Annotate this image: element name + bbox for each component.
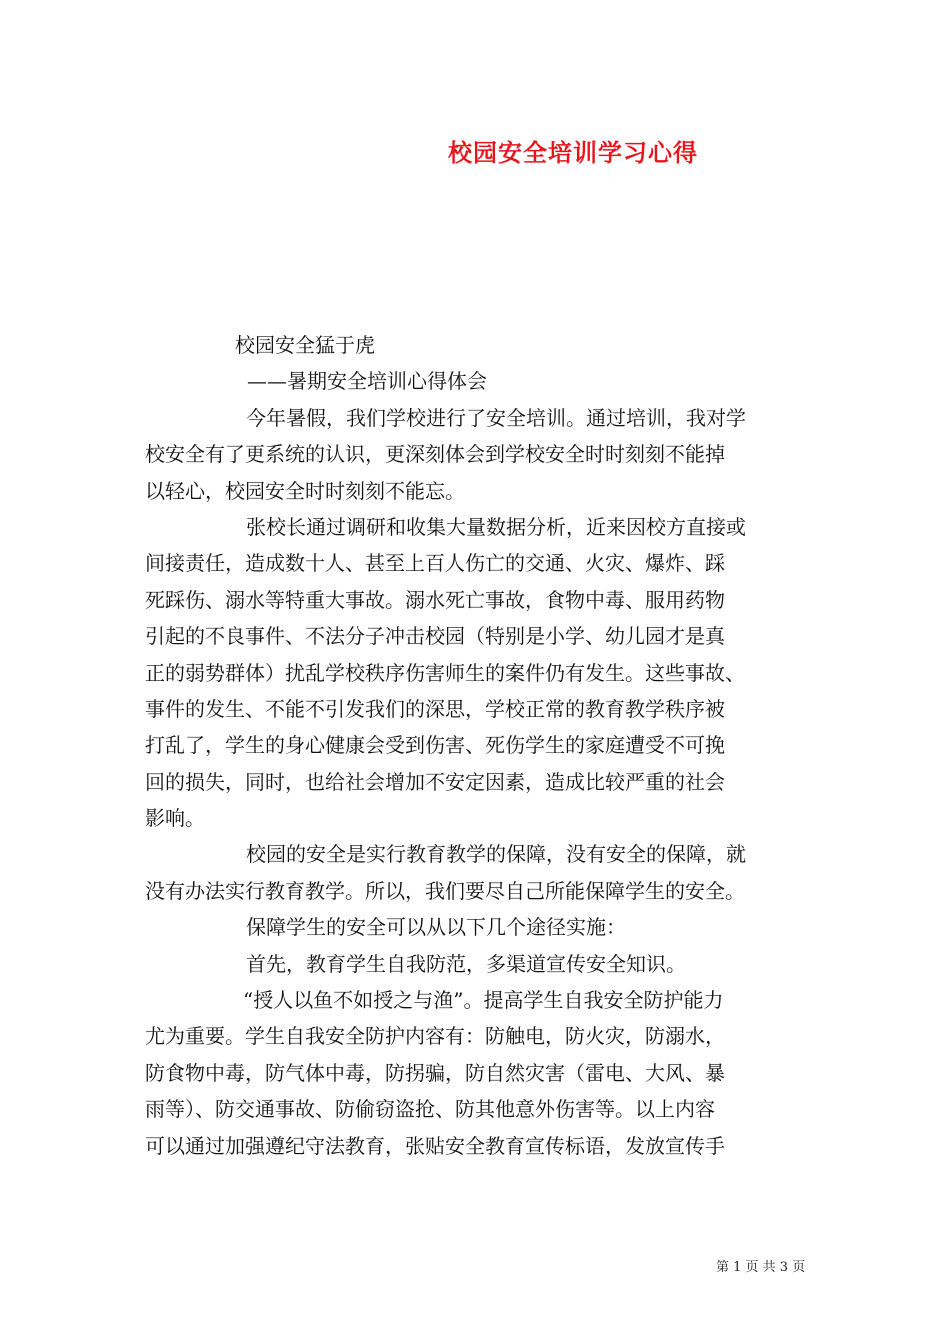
paragraph-line: 事件的发生、不能不引发我们的深思，学校正常的教育教学秩序被 bbox=[145, 696, 725, 721]
paragraph-line: 张校长通过调研和收集大量数据分析，近来因校方直接或 bbox=[246, 514, 746, 539]
paragraph-line: 正的弱势群体）扰乱学校秩序伤害师生的案件仍有发生。这些事故、 bbox=[145, 660, 745, 685]
paragraph-line: 打乱了，学生的身心健康会受到伤害、死伤学生的家庭遭受不可挽 bbox=[145, 733, 725, 758]
paragraph-line: 保障学生的安全可以从以下几个途径实施： bbox=[246, 915, 626, 940]
paragraph-line: 雨等）、防交通事故、防偷窃盗抢、防其他意外伤害等。以上内容 bbox=[145, 1097, 715, 1122]
paragraph-line: 尤为重要。学生自我安全防护内容有：防触电，防火灾，防溺水， bbox=[145, 1024, 725, 1049]
paragraph-line: 影响。 bbox=[145, 806, 205, 831]
paragraph-line: 间接责任，造成数十人、甚至上百人伤亡的交通、火灾、爆炸、踩 bbox=[145, 551, 725, 576]
paragraph-line: 校园的安全是实行教育教学的保障，没有安全的保障，就 bbox=[246, 842, 746, 867]
paragraph-line: 没有办法实行教育教学。所以，我们要尽自己所能保障学生的安全。 bbox=[145, 878, 745, 903]
subtitle-line: 校园安全猛于虎 bbox=[235, 333, 375, 357]
paragraph-line: 死踩伤、溺水等特重大事故。溺水死亡事故，食物中毒、服用药物 bbox=[145, 587, 725, 612]
paragraph-line: 可以通过加强遵纪守法教育，张贴安全教育宣传标语，发放宣传手 bbox=[145, 1133, 725, 1158]
subtitle-line: ——暑期安全培训心得体会 bbox=[247, 369, 487, 394]
page-number-footer: 第 1 页 共 3 页 bbox=[716, 1260, 806, 1275]
paragraph-line: “授人以鱼不如授之与渔”。提高学生自我安全防护能力 bbox=[243, 988, 724, 1013]
paragraph-line: 回的损失，同时，也给社会增加不安定因素，造成比较严重的社会 bbox=[145, 769, 725, 794]
paragraph-line: 防食物中毒，防气体中毒，防拐骗，防自然灾害（雷电、大风、暴 bbox=[145, 1060, 725, 1085]
paragraph-line: 今年暑假，我们学校进行了安全培训。通过培训，我对学 bbox=[246, 405, 746, 430]
paragraph-line: 引起的不良事件、不法分子冲击校园（特别是小学、幼儿园才是真 bbox=[145, 624, 725, 649]
paragraph-line: 校安全有了更系统的认识，更深刻体会到学校安全时时刻刻不能掉 bbox=[145, 442, 725, 467]
document-body bbox=[145, 327, 825, 1164]
paragraph-line: 首先，教育学生自我防范，多渠道宣传安全知识。 bbox=[246, 951, 686, 976]
document-title: 校园安全培训学习心得 bbox=[448, 138, 698, 167]
paragraph-line: 以轻心，校园安全时时刻刻不能忘。 bbox=[145, 478, 465, 503]
